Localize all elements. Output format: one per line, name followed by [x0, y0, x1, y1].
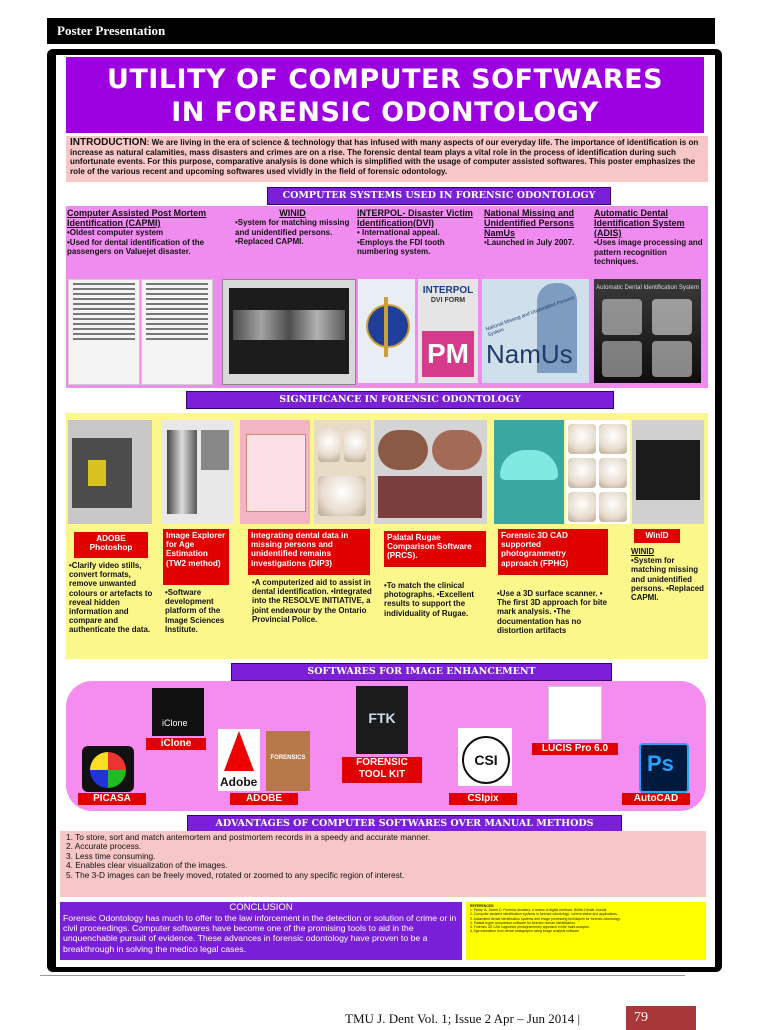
references: [466, 902, 706, 960]
poster-title: [66, 57, 704, 133]
software-autocad: AutoCAD: [622, 793, 690, 805]
iclone-icon: [152, 688, 204, 736]
journal-citation: TMU J. Dent Vol. 1; Issue 2 Apr – Jun 2014 |: [345, 1011, 581, 1026]
advantages-list: [60, 831, 706, 897]
footer-divider: [40, 975, 685, 976]
text-prcs: •To match the clinical photographs. •Excellent results to support the individuality of Rugae.: [384, 581, 475, 618]
introduction: [66, 136, 708, 182]
label-image-explorer: Image Explorer for Age Estimation (TW2 method): [163, 529, 229, 585]
softwares-heading: SOFTWARES FOR IMAGE ENHANCEMENT: [231, 663, 612, 681]
winid-subtitle: WINID: [631, 547, 655, 556]
system-line: •Launched in July 2007.: [484, 238, 575, 247]
skull-photos: [314, 420, 371, 524]
prcs-screenshot: [374, 420, 487, 524]
dvi-form-text: DVI FORM: [430, 297, 466, 304]
label-photoshop: ADOBE Photoshop: [74, 532, 148, 558]
system-interpol: [357, 208, 477, 257]
system-line: •System for matching missing and unidentified persons.: [235, 218, 350, 237]
dip3-screenshot: [240, 420, 310, 524]
text-image-explorer: •Software development platform of the Image Sciences Institute.: [165, 588, 225, 634]
label-prcs: Palatal Rugae Comparison Software (PRCS).: [384, 531, 486, 567]
header-bar: [47, 18, 715, 44]
adis-caption: Automatic Dental Identification System: [596, 285, 699, 291]
capmi-chart-image: [141, 279, 213, 385]
interpol-text: INTERPOL: [422, 285, 474, 296]
iclone-icon-text: iClone: [162, 718, 188, 728]
advantages-heading: ADVANTAGES OF COMPUTER SOFTWARES OVER MANUAL METHODS: [187, 815, 622, 833]
adis-image: [594, 279, 701, 383]
list-item: 4. Enables clear visualization of the images.: [66, 860, 228, 871]
image-explorer-xray: [161, 420, 233, 524]
photoshop-icon: [639, 743, 689, 793]
softwares-panel: [66, 681, 706, 811]
list-item: 3. Less time consuming.: [66, 850, 156, 861]
system-title: Computer Assisted Post Mortem Identification (CAPMI): [67, 208, 207, 228]
adobe-icon-text: Adobe: [220, 775, 258, 789]
text-winid: •System for matching missing and unidentified persons. •Replaced CAPMI.: [631, 556, 704, 603]
lucis-icon: [548, 686, 602, 740]
title-line-2: IN FORENSIC ODONTOLOGY: [171, 97, 599, 128]
adobe-icon: [218, 729, 260, 791]
system-title: INTERPOL- Disaster Victim Identification(DVI): [357, 208, 473, 228]
forensics-icon-text: FORENSICS: [270, 755, 306, 761]
software-csipix: CSIpix: [449, 793, 517, 805]
system-line: •Uses image processing and pattern recognition techniques.: [594, 238, 703, 266]
3d-scan-image: [494, 420, 564, 524]
header-label: Poster Presentation: [57, 23, 166, 38]
system-title: WINID: [279, 208, 306, 218]
system-line: •Replaced CAPMI.: [235, 237, 304, 246]
namus-text: NamUs: [486, 339, 573, 369]
reference-item: 5. Forensic 3D CAD supported photogrammetry approach in bite mark analysis.: [470, 925, 590, 930]
label-dip3: Integrating dental data in missing persons and unidentified remains investigations (DIP3): [248, 529, 370, 575]
bite-mark-images: [566, 420, 630, 524]
system-title: Automatic Dental Identification System (ADIS): [594, 208, 685, 238]
systems-panel: [66, 206, 708, 388]
title-line-1: UTILITY OF COMPUTER SOFTWARES: [106, 64, 664, 95]
significance-heading: SIGNIFICANCE IN FORENSIC ODONTOLOGY: [186, 391, 614, 409]
system-line: • International appeal.: [357, 228, 440, 237]
page-number: 79: [626, 1006, 696, 1030]
photoshop-screenshot: [68, 420, 152, 524]
namus-caption: National Missing and Unidentified Persons System: [485, 294, 576, 339]
list-item: 2. Accurate process.: [66, 841, 142, 852]
picasa-icon: [82, 746, 134, 792]
label-fphg: Forensic 3D CAD supported photogrammetry approach (FPHG): [498, 529, 608, 575]
csi-icon-text: CSI: [462, 736, 510, 784]
system-title: National Missing and Unidentified Persons NamUs: [484, 208, 575, 238]
csipix-icon: [458, 728, 512, 786]
significance-panel: [66, 413, 708, 659]
intro-text: : We are living in the era of science & technology that has infused with many aspects of our everyday life. The importance of identification is on increase as natural calamities, mass disasters and crimes are on a rise. The forensic dental team plays a vital role in the process of identification during such unfortunate events. For this purpose, comparative analysis is done which is simplified with the usage of computer assisted softwares. This poster emphasizes the role of the various recent and upcoming softwares used vividly in the field of forensic odontology.: [70, 138, 699, 176]
list-item: 1. To store, sort and match antemortem and postmortem records in a speedy and accurate manner.: [66, 832, 431, 842]
system-line: •Employs the FDI tooth numbering system.: [357, 237, 445, 256]
reference-item: 2. Computer assisted identification systems in forensic odontology: current status and applications.: [470, 912, 618, 917]
capmi-form-image: [68, 279, 140, 385]
references-heading: REFERENCES:: [470, 904, 495, 908]
text-dip3: •A computerized aid to assist in dental identification. •Integrated into the RESOLVE INITIATIVE, a joint endeavour by the Ontario Provincial Police.: [252, 578, 372, 624]
system-capmi: [67, 208, 225, 257]
reference-item: 4. Palatal rugae comparison software for forensic human identification.: [470, 920, 576, 925]
software-adobe: ADOBE: [230, 793, 298, 805]
reference-item: 6. Age estimation from dental radiographs using image analysis software.: [470, 929, 580, 934]
software-iclone: iClone: [146, 738, 206, 750]
label-winid: WinID: [634, 529, 680, 543]
reference-item: 3. Automated dental identification systems and image processing techniques for forensic odontology.: [470, 916, 621, 921]
system-namus: [484, 208, 588, 248]
ps-icon-text: Ps: [647, 751, 674, 776]
system-adis: [594, 208, 706, 267]
forensics-book-icon: [266, 731, 310, 791]
software-lucis: LUCIS Pro 6.0: [532, 743, 618, 755]
conclusion: [60, 902, 462, 960]
intro-label: INTRODUCTION: [70, 137, 147, 148]
system-line: •Oldest computer system: [67, 228, 164, 237]
interpol-dvi-form-image: [418, 279, 478, 383]
pm-text: PM: [422, 331, 474, 377]
winid-screenshot-2: [632, 420, 704, 524]
winid-screenshot: [222, 279, 356, 385]
systems-heading: COMPUTER SYSTEMS USED IN FORENSIC ODONTOLOGY: [267, 187, 611, 205]
ftk-icon: [356, 686, 408, 754]
software-ftk: FORENSIC TOOL KIT: [342, 757, 422, 783]
software-picasa: PICASA: [78, 793, 146, 805]
list-item: 5. The 3-D images can be freely moved, rotated or zoomed to any specific region of interest.: [66, 869, 405, 880]
interpol-logo-image: [358, 279, 415, 383]
conclusion-heading: CONCLUSION: [229, 902, 293, 913]
text-photoshop: •Clarify video stills, convert formats, remove unwanted colours or artefacts to reveal hidden information and compare and authenticate the data.: [69, 561, 153, 635]
reference-item: 1. Pretty IA, Sweet D. Forensic dentistry: a review of digital methods. British Dental Journal.: [470, 908, 608, 913]
ftk-icon-text: FTK: [368, 710, 396, 726]
conclusion-text: Forensic Odontology has much to offer to the law inforcement in the detection or solution of crime or in civil proceedings. Computer softwares have become one of the promising tools to aid in the unquenchable pursuit of evidence. These advances in forensic odontology have proven to be a breakthrough in solving the medico legal cases.: [63, 913, 457, 954]
namus-image: [482, 279, 589, 383]
system-line: •Used for dental identification of the passengers on Valuejet disaster.: [67, 237, 205, 256]
text-fphg: •Use a 3D surface scanner. • The first 3D approach for bite mark analysis. •The documentation has no distortion artifacts: [497, 589, 608, 635]
system-winid: [235, 208, 350, 247]
